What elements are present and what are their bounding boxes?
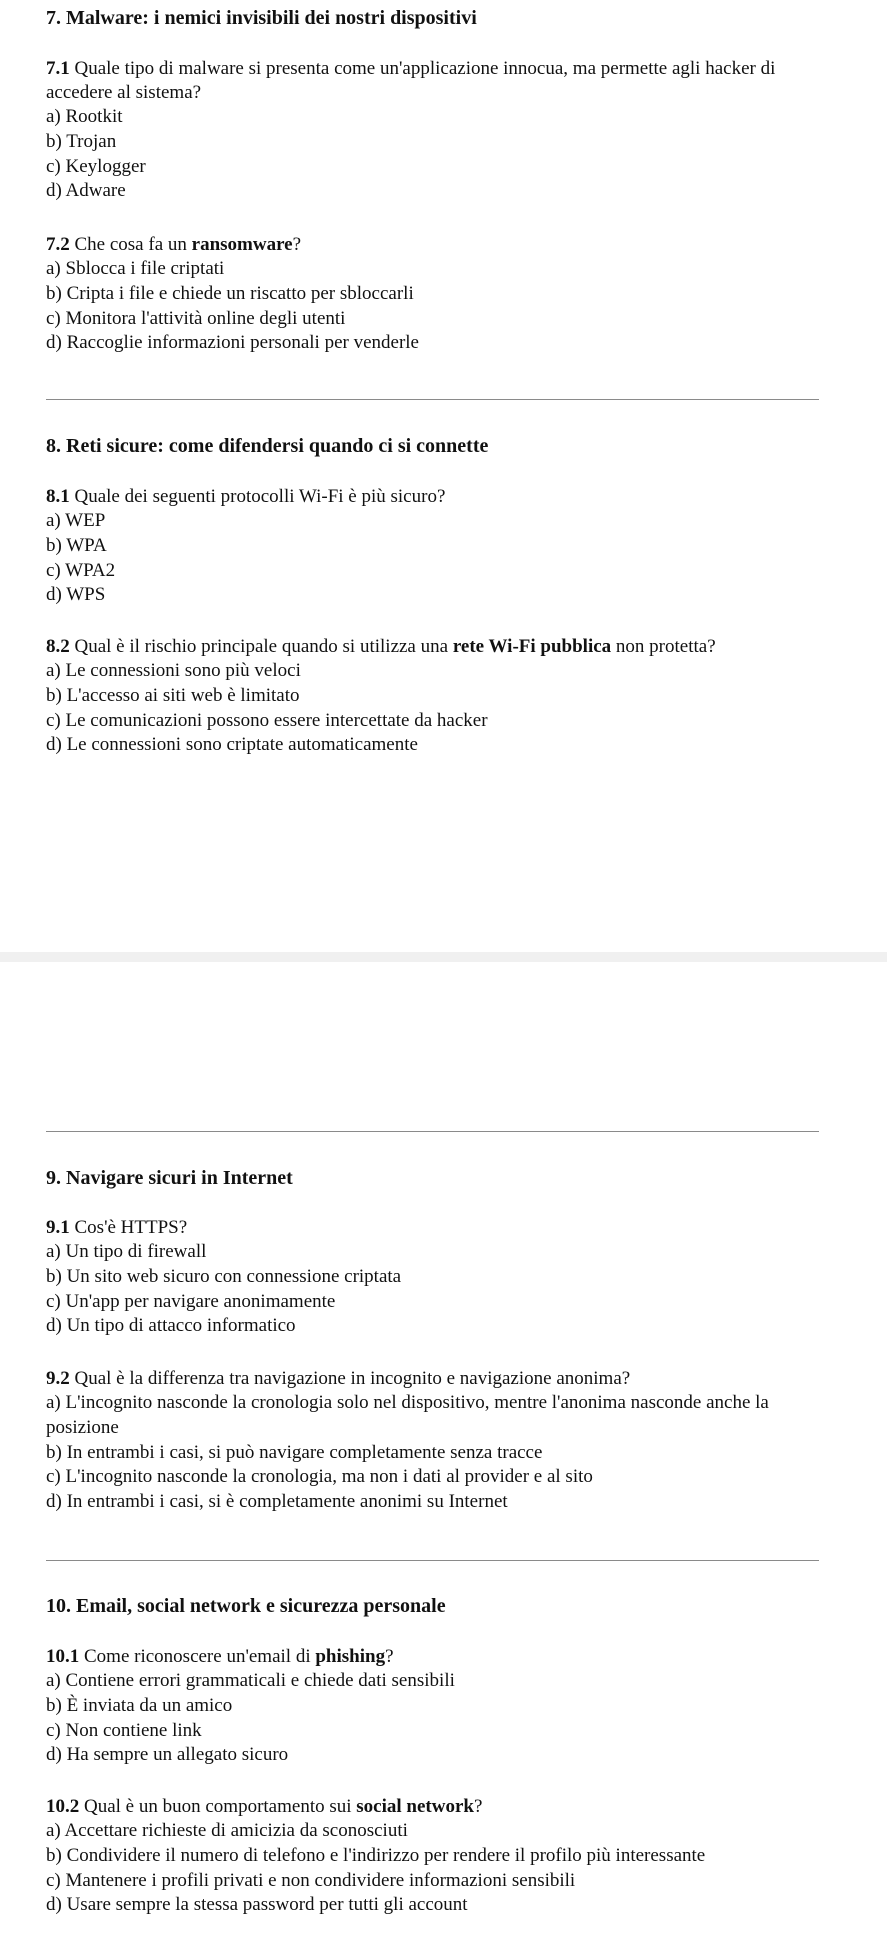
question-9-1 bbox=[46, 1216, 826, 1339]
question-number: 10.1 bbox=[46, 1646, 80, 1667]
answer-option: b) Cripta i file e chiede un riscatto per sbloccarli bbox=[46, 282, 414, 304]
section-title: 8. Reti sicure: come difendersi quando ci si connette bbox=[46, 435, 489, 457]
question-body-end: ? bbox=[473, 1796, 483, 1817]
question-text bbox=[46, 233, 826, 257]
answer-option: a) Rootkit bbox=[46, 106, 123, 127]
section-8 bbox=[46, 434, 826, 458]
question-body-end: ? bbox=[292, 234, 302, 255]
answer-option: d) WPS bbox=[46, 584, 106, 606]
question-text bbox=[46, 1367, 826, 1391]
answer-option: a) Contiene errori grammaticali e chiede dati sensibili bbox=[46, 1670, 455, 1691]
answer-option: a) WEP bbox=[46, 510, 106, 531]
question-10-2 bbox=[46, 1795, 826, 1918]
question-10-1 bbox=[46, 1645, 826, 1768]
question-body: Qual è un buon comportamento sui bbox=[79, 1796, 357, 1817]
question-body-end: non protetta? bbox=[611, 636, 716, 657]
answer-option: d) Usare sempre la stessa password per tutti gli account bbox=[46, 1894, 468, 1916]
section-divider bbox=[46, 1560, 819, 1561]
answer-option: a) Sblocca i file criptati bbox=[46, 258, 225, 279]
answer-option: d) Raccoglie informazioni personali per venderle bbox=[46, 332, 419, 354]
question-text bbox=[46, 1795, 826, 1819]
answer-option: c) Un'app per navigare anonimamente bbox=[46, 1290, 336, 1312]
question-text bbox=[46, 1216, 826, 1240]
answer-option: b) È inviata da un amico bbox=[46, 1694, 233, 1716]
question-number: 8.2 bbox=[46, 636, 70, 657]
section-title: 10. Email, social network e sicurezza personale bbox=[46, 1595, 446, 1617]
question-body: Che cosa fa un bbox=[69, 234, 192, 255]
page-break bbox=[0, 952, 887, 962]
section-10 bbox=[46, 1594, 826, 1618]
section-7 bbox=[46, 6, 826, 30]
question-text bbox=[46, 635, 826, 659]
answer-option: c) Non contiene link bbox=[46, 1719, 202, 1741]
question-keyword: phishing bbox=[315, 1646, 386, 1667]
answer-option: c) Monitora l'attività online degli utenti bbox=[46, 307, 346, 329]
answer-option: b) In entrambi i casi, si può navigare completamente senza tracce bbox=[46, 1441, 543, 1463]
answer-option: d) Adware bbox=[46, 180, 126, 202]
question-text bbox=[46, 485, 826, 509]
answer-option: c) Le comunicazioni possono essere intercettate da hacker bbox=[46, 709, 488, 731]
question-8-1 bbox=[46, 485, 826, 608]
answer-option: d) Un tipo di attacco informatico bbox=[46, 1315, 296, 1337]
question-keyword: rete Wi-Fi pubblica bbox=[452, 636, 612, 657]
question-body: Quale tipo di malware si presenta come un'applicazione innocua, ma permette agli hacker di accedere al sistema? bbox=[46, 58, 776, 103]
question-body: Qual è il rischio principale quando si utilizza una bbox=[69, 636, 453, 657]
answer-option: c) Keylogger bbox=[46, 155, 146, 177]
question-7-1 bbox=[46, 57, 826, 204]
question-number: 10.2 bbox=[46, 1796, 80, 1817]
question-8-2 bbox=[46, 635, 826, 758]
document-page-1 bbox=[0, 0, 887, 952]
section-divider bbox=[46, 1131, 819, 1132]
question-keyword: ransomware bbox=[191, 234, 293, 255]
answer-option: c) Mantenere i profili privati e non condividere informazioni sensibili bbox=[46, 1869, 576, 1891]
answer-option: a) Le connessioni sono più veloci bbox=[46, 660, 301, 681]
question-body-end: ? bbox=[385, 1646, 394, 1667]
answer-option: b) L'accesso ai siti web è limitato bbox=[46, 684, 300, 706]
section-title: 7. Malware: i nemici invisibili dei nostri dispositivi bbox=[46, 7, 477, 29]
answer-option: c) L'incognito nasconde la cronologia, ma non i dati al provider e al sito bbox=[46, 1466, 593, 1488]
question-keyword: social network bbox=[356, 1796, 474, 1817]
answer-option: d) Ha sempre un allegato sicuro bbox=[46, 1744, 289, 1766]
question-number: 9.2 bbox=[46, 1368, 70, 1389]
answer-option: b) Condividere il numero di telefono e l'indirizzo per rendere il profilo più interessante bbox=[46, 1844, 706, 1866]
answer-option: a) Un tipo di firewall bbox=[46, 1241, 207, 1262]
answer-option: b) Trojan bbox=[46, 130, 117, 152]
answer-option: c) WPA2 bbox=[46, 559, 116, 581]
question-text bbox=[46, 57, 826, 105]
question-number: 9.1 bbox=[46, 1217, 70, 1238]
question-9-2 bbox=[46, 1367, 826, 1515]
answer-option: a) Accettare richieste di amicizia da sconosciuti bbox=[46, 1820, 408, 1841]
section-9 bbox=[46, 1166, 826, 1190]
question-text bbox=[46, 1645, 826, 1669]
answer-option: b) Un sito web sicuro con connessione criptata bbox=[46, 1265, 402, 1287]
question-body: Come riconoscere un'email di bbox=[79, 1646, 316, 1667]
answer-option: d) Le connessioni sono criptate automaticamente bbox=[46, 734, 418, 756]
answer-option: a) L'incognito nasconde la cronologia solo nel dispositivo, mentre l'anonima nasconde anche la posizione bbox=[46, 1392, 769, 1438]
question-number: 7.2 bbox=[46, 234, 70, 255]
question-body: Qual è la differenza tra navigazione in incognito e navigazione anonima? bbox=[69, 1368, 631, 1389]
question-body: Quale dei seguenti protocolli Wi-Fi è più sicuro? bbox=[69, 486, 446, 507]
answer-option: d) In entrambi i casi, si è completamente anonimi su Internet bbox=[46, 1491, 508, 1513]
question-7-2 bbox=[46, 233, 826, 356]
answer-option: b) WPA bbox=[46, 534, 107, 556]
question-body: Cos'è HTTPS? bbox=[69, 1217, 188, 1238]
section-title: 9. Navigare sicuri in Internet bbox=[46, 1167, 293, 1189]
section-divider bbox=[46, 399, 819, 400]
question-number: 7.1 bbox=[46, 58, 70, 79]
question-number: 8.1 bbox=[46, 486, 70, 507]
